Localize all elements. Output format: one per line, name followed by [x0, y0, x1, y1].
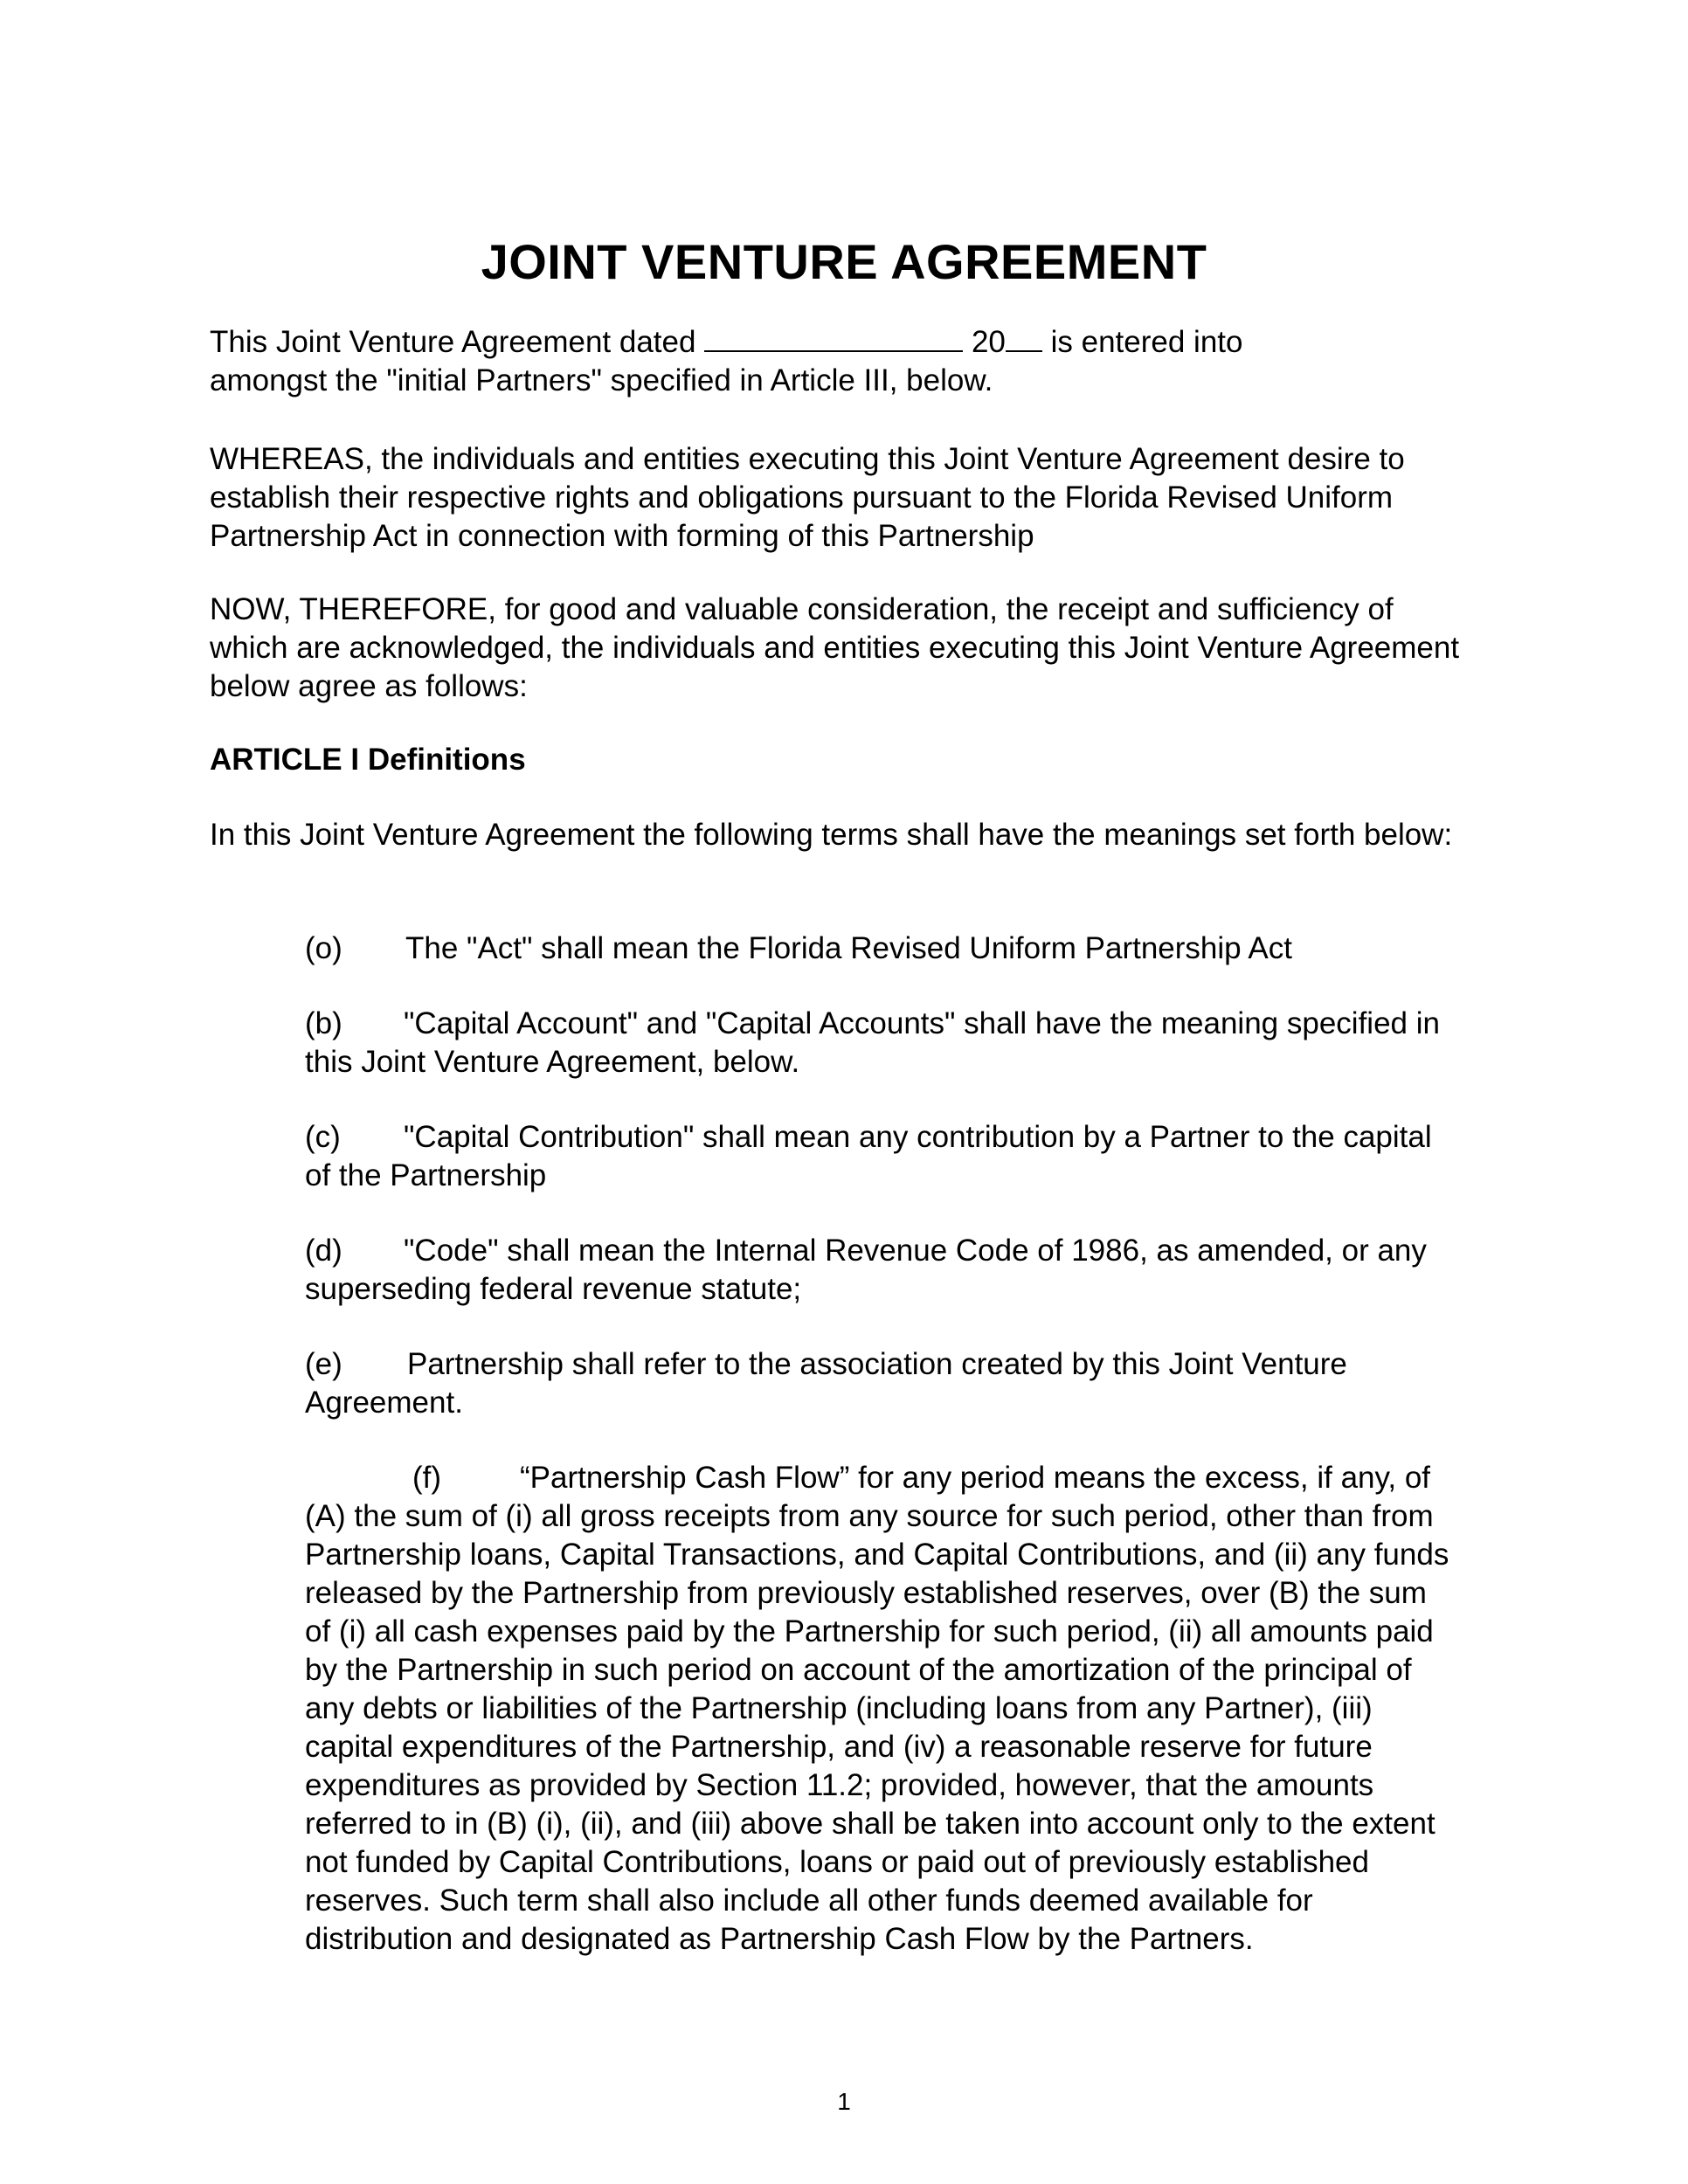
date-blank[interactable] — [704, 324, 963, 352]
definition-marker: (o) — [305, 931, 342, 965]
definition-marker: (d) — [305, 1234, 342, 1268]
intro-text-end: is entered into — [1050, 325, 1243, 359]
definition-item — [305, 1005, 1458, 1082]
definition-text: "Code" shall mean the Internal Revenue Code of 1986, as amended, or any superseding federal revenue statute; — [305, 1234, 1427, 1306]
definition-item — [305, 1459, 1458, 1959]
now-therefore-paragraph: NOW, THEREFORE, for good and valuable consideration, the receipt and sufficiency of which are acknowledged, the individuals and entities executing this Joint Venture Agreement below agree as follows: — [210, 592, 1460, 703]
definitions-intro: In this Joint Venture Agreement the following terms shall have the meanings set forth below: — [210, 818, 1453, 852]
article-heading: ARTICLE I Definitions — [210, 743, 526, 777]
definition-text: Partnership shall refer to the association created by this Joint Venture Agreement. — [305, 1347, 1347, 1420]
year-blank[interactable] — [1006, 324, 1042, 352]
whereas-paragraph: WHEREAS, the individuals and entities executing this Joint Venture Agreement desire to establish their respective rights and obligations pursuant to the Florida Revised Uniform Partnership Act in connection with forming of this Partnership — [210, 442, 1405, 553]
definition-text: "Capital Contribution" shall mean any contribution by a Partner to the capital of the Partnership — [305, 1120, 1432, 1192]
definition-text: "Capital Account" and "Capital Accounts" shall have the meaning specified in this Joint Venture Agreement, below. — [305, 1006, 1440, 1079]
definition-text: “Partnership Cash Flow” for any period means the excess, if any, of (A) the sum of (i) all gross receipts from any source for such period, other than from Partnership loans, Capital Transactions, and Capital Contributions, and (ii) any funds released by the Partnership from previously established reserves, over (B) the sum of (i) all cash expenses paid by the Partnership for such period, (ii) all amounts paid by the Partnership in such period on account of the amortization of the principal of any debts or liabilities of the Partnership (including loans from any Partner), (iii) capital expenditures of the Partnership, and (iv) a reasonable reserve for future expenditures as provided by Section 11.2; provided, however, that the amounts referred to in (B) (i), (ii), and (iii) above shall be taken into account only to the extent not funded by Capital Contributions, loans or paid out of previously established reserves. Such term shall also include all other funds deemed available for distribution and designated as Partnership Cash Flow by the Partners. — [305, 1461, 1449, 1956]
definition-item — [305, 1232, 1458, 1309]
intro-line-2: amongst the "initial Partners" specified in Article III, below. — [210, 363, 993, 397]
document-title: JOINT VENTURE AGREEMENT — [481, 234, 1207, 289]
definition-text: The "Act" shall mean the Florida Revised Uniform Partnership Act — [405, 931, 1292, 965]
definition-item — [305, 930, 1458, 968]
definition-marker: (b) — [305, 1006, 342, 1040]
definition-item — [305, 1345, 1458, 1422]
definition-item — [305, 1118, 1458, 1195]
definition-marker: (e) — [305, 1347, 342, 1381]
definition-marker: (f) — [412, 1461, 442, 1495]
page-number: 1 — [837, 2088, 851, 2115]
definition-marker: (c) — [305, 1120, 341, 1154]
intro-year-prefix: 20 — [971, 325, 1006, 359]
intro-paragraph — [210, 323, 1468, 400]
intro-text-start: This Joint Venture Agreement dated — [210, 325, 696, 359]
